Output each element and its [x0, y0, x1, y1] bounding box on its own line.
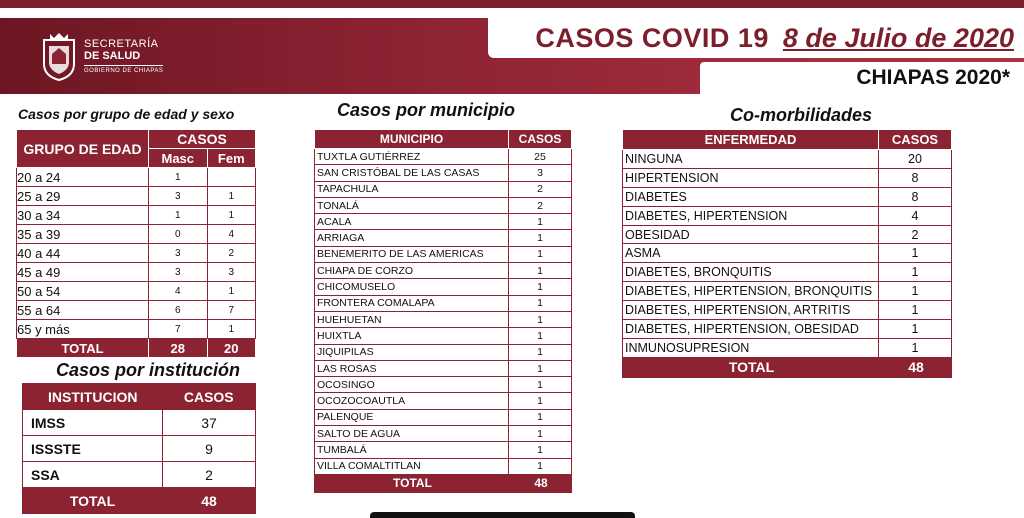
logo-line3: GOBIERNO DE CHIAPAS — [84, 65, 163, 74]
table-row — [17, 301, 256, 320]
col-cases: CASOS — [509, 130, 572, 149]
row-value: 25 — [509, 149, 572, 165]
table-row — [17, 187, 256, 206]
row-value: 7 — [207, 301, 255, 320]
row-value: 4 — [207, 225, 255, 244]
col-institution: INSTITUCION — [23, 384, 163, 410]
row-label: INMUNOSUPRESION — [623, 338, 879, 357]
col-municipality: MUNICIPIO — [315, 130, 509, 149]
comorbidity-table — [622, 129, 952, 378]
institution-table — [22, 383, 256, 514]
row-value: 8 — [879, 168, 952, 187]
table-row — [623, 187, 952, 206]
table-row — [623, 301, 952, 320]
table-row — [23, 462, 256, 488]
row-value: 1 — [509, 328, 572, 344]
row-value: 1 — [509, 344, 572, 360]
table-row — [315, 165, 572, 181]
row-label: 20 a 24 — [17, 168, 149, 187]
table-row — [623, 225, 952, 244]
table-row — [623, 338, 952, 357]
row-value: 2 — [509, 197, 572, 213]
row-value: 1 — [149, 206, 208, 225]
row-label: OBESIDAD — [623, 225, 879, 244]
row-label: TONALÁ — [315, 197, 509, 213]
row-value: 20 — [879, 150, 952, 169]
table-row — [623, 320, 952, 339]
row-label: LAS ROSAS — [315, 360, 509, 376]
row-value: 3 — [207, 263, 255, 282]
table-row — [23, 436, 256, 462]
report-date: 8 de Julio de 2020 — [782, 22, 1014, 53]
row-value: 0 — [149, 225, 208, 244]
row-label: TUMBALÁ — [315, 442, 509, 458]
logo-line2: DE SALUD — [84, 50, 141, 62]
row-value: 1 — [509, 442, 572, 458]
logo-line1: SECRETARÍA — [84, 38, 159, 50]
row-value: 1 — [509, 279, 572, 295]
page-title: CASOS COVID 19 — [535, 22, 769, 53]
row-label: DIABETES, HIPERTENSION, OBESIDAD — [623, 320, 879, 339]
row-value: 1 — [879, 244, 952, 263]
table-row — [623, 244, 952, 263]
table-row — [623, 168, 952, 187]
table-row — [623, 282, 952, 301]
table-row — [17, 320, 256, 339]
table-row — [17, 225, 256, 244]
table-row — [315, 197, 572, 213]
row-label: 45 a 49 — [17, 263, 149, 282]
table-row — [315, 409, 572, 425]
row-label: 50 a 54 — [17, 282, 149, 301]
row-value: 1 — [509, 360, 572, 376]
row-label: DIABETES, HIPERTENSION — [623, 206, 879, 225]
row-label: BENEMERITO DE LAS AMERICAS — [315, 246, 509, 262]
row-label: 35 a 39 — [17, 225, 149, 244]
table-row — [315, 344, 572, 360]
table-row — [23, 410, 256, 436]
row-value: 1 — [509, 426, 572, 442]
table-row — [17, 206, 256, 225]
col-cases: CASOS — [879, 130, 952, 150]
table-row — [17, 244, 256, 263]
top-strip — [0, 0, 1024, 8]
table-row — [315, 149, 572, 165]
table-row — [623, 263, 952, 282]
col-male: Masc — [149, 149, 208, 168]
table-row — [623, 150, 952, 169]
table-row — [17, 263, 256, 282]
row-label: ACALA — [315, 214, 509, 230]
col-disease: ENFERMEDAD — [623, 130, 879, 150]
total-male: 28 — [149, 339, 208, 358]
total-value: 48 — [509, 474, 572, 492]
table-row — [315, 279, 572, 295]
table-row — [315, 360, 572, 376]
state-box — [700, 62, 1024, 94]
table-row — [17, 282, 256, 301]
table-row — [623, 206, 952, 225]
row-value: 1 — [509, 230, 572, 246]
row-label: HUIXTLA — [315, 328, 509, 344]
table-row — [315, 311, 572, 327]
table-row — [315, 328, 572, 344]
total-value: 48 — [879, 357, 952, 377]
row-label: JIQUIPILAS — [315, 344, 509, 360]
row-label: 65 y más — [17, 320, 149, 339]
table-row — [315, 230, 572, 246]
row-value: 3 — [149, 244, 208, 263]
row-label: DIABETES — [623, 187, 879, 206]
table-row — [315, 393, 572, 409]
mun-total-row — [315, 474, 572, 492]
row-value: 2 — [509, 181, 572, 197]
row-label: OCOSINGO — [315, 377, 509, 393]
table-row — [315, 377, 572, 393]
mun-table-title: Casos por municipio — [337, 100, 516, 120]
row-label: CHIAPA DE CORZO — [315, 263, 509, 279]
row-value: 37 — [163, 410, 256, 436]
row-label: ASMA — [623, 244, 879, 263]
row-label: OCOZOCOAUTLA — [315, 393, 509, 409]
row-value: 4 — [879, 206, 952, 225]
row-value: 2 — [163, 462, 256, 488]
state-label: CHIAPAS 2020* — [856, 66, 1010, 89]
row-label: ISSSTE — [23, 436, 163, 462]
table-row — [17, 168, 256, 187]
row-value: 1 — [879, 338, 952, 357]
row-label: HIPERTENSION — [623, 168, 879, 187]
col-female: Fem — [207, 149, 255, 168]
age-table-title: Casos por grupo de edad y sexo — [18, 106, 235, 122]
row-label: 25 a 29 — [17, 187, 149, 206]
total-label: TOTAL — [623, 357, 879, 377]
total-label: TOTAL — [17, 339, 149, 358]
table-row — [315, 181, 572, 197]
row-value: 1 — [207, 320, 255, 339]
row-value: 1 — [509, 295, 572, 311]
row-value: 2 — [207, 244, 255, 263]
row-value: 1 — [879, 320, 952, 339]
row-label: 30 a 34 — [17, 206, 149, 225]
table-row — [315, 263, 572, 279]
row-value: 9 — [163, 436, 256, 462]
com-total-row — [623, 357, 952, 377]
row-label: 55 a 64 — [17, 301, 149, 320]
row-value: 1 — [509, 377, 572, 393]
coat-of-arms-icon — [40, 30, 78, 82]
row-label: PALENQUE — [315, 409, 509, 425]
row-value: 6 — [149, 301, 208, 320]
com-table-title: Co-morbilidades — [730, 105, 873, 125]
row-label: CHICOMUSELO — [315, 279, 509, 295]
row-value: 4 — [149, 282, 208, 301]
row-value: 3 — [149, 187, 208, 206]
row-value: 1 — [879, 263, 952, 282]
col-cases: CASOS — [163, 384, 256, 410]
row-value: 1 — [207, 206, 255, 225]
row-label: HUEHUETAN — [315, 311, 509, 327]
row-label: ARRIAGA — [315, 230, 509, 246]
row-label: TAPACHULA — [315, 181, 509, 197]
row-value: 1 — [207, 282, 255, 301]
inst-total-row — [23, 488, 256, 514]
row-label: IMSS — [23, 410, 163, 436]
row-value: 1 — [879, 301, 952, 320]
row-value: 7 — [149, 320, 208, 339]
age-total-row — [17, 339, 256, 358]
row-label: DIABETES, BRONQUITIS — [623, 263, 879, 282]
row-label: DIABETES, HIPERTENSION, ARTRITIS — [623, 301, 879, 320]
total-female: 20 — [207, 339, 255, 358]
col-cases: CASOS — [149, 130, 256, 149]
table-row — [315, 458, 572, 474]
row-value: 1 — [879, 282, 952, 301]
row-label: NINGUNA — [623, 150, 879, 169]
row-value: 3 — [149, 263, 208, 282]
row-label: FRONTERA COMALAPA — [315, 295, 509, 311]
row-label: SAN CRISTÓBAL DE LAS CASAS — [315, 165, 509, 181]
row-value: 1 — [509, 393, 572, 409]
table-row — [315, 426, 572, 442]
row-label: VILLA COMALTITLAN — [315, 458, 509, 474]
total-label: TOTAL — [23, 488, 163, 514]
top-gap — [0, 8, 1024, 18]
municipality-table — [314, 129, 572, 493]
row-value: 1 — [509, 409, 572, 425]
row-label: 40 a 44 — [17, 244, 149, 263]
bottom-bar — [370, 512, 635, 518]
age-sex-table — [16, 129, 256, 358]
title-box — [488, 18, 1024, 58]
row-value: 3 — [509, 165, 572, 181]
row-label: DIABETES, HIPERTENSION, BRONQUITIS — [623, 282, 879, 301]
table-row — [315, 442, 572, 458]
table-row — [315, 246, 572, 262]
row-value: 1 — [149, 168, 208, 187]
row-label: SSA — [23, 462, 163, 488]
row-value: 2 — [879, 225, 952, 244]
row-value: 1 — [509, 311, 572, 327]
table-row — [315, 295, 572, 311]
row-label: TUXTLA GUTIÉRREZ — [315, 149, 509, 165]
col-age-group: GRUPO DE EDAD — [17, 130, 149, 168]
total-label: TOTAL — [315, 474, 509, 492]
table-row — [315, 214, 572, 230]
row-value: 1 — [509, 246, 572, 262]
row-label: SALTO DE AGUA — [315, 426, 509, 442]
inst-table-title: Casos por institución — [56, 360, 241, 380]
row-value: 1 — [509, 214, 572, 230]
row-value: 1 — [509, 263, 572, 279]
row-value: 8 — [879, 187, 952, 206]
health-secretariat-logo — [40, 30, 163, 82]
row-value: 1 — [207, 187, 255, 206]
row-value — [207, 168, 255, 187]
total-value: 48 — [163, 488, 256, 514]
row-value: 1 — [509, 458, 572, 474]
